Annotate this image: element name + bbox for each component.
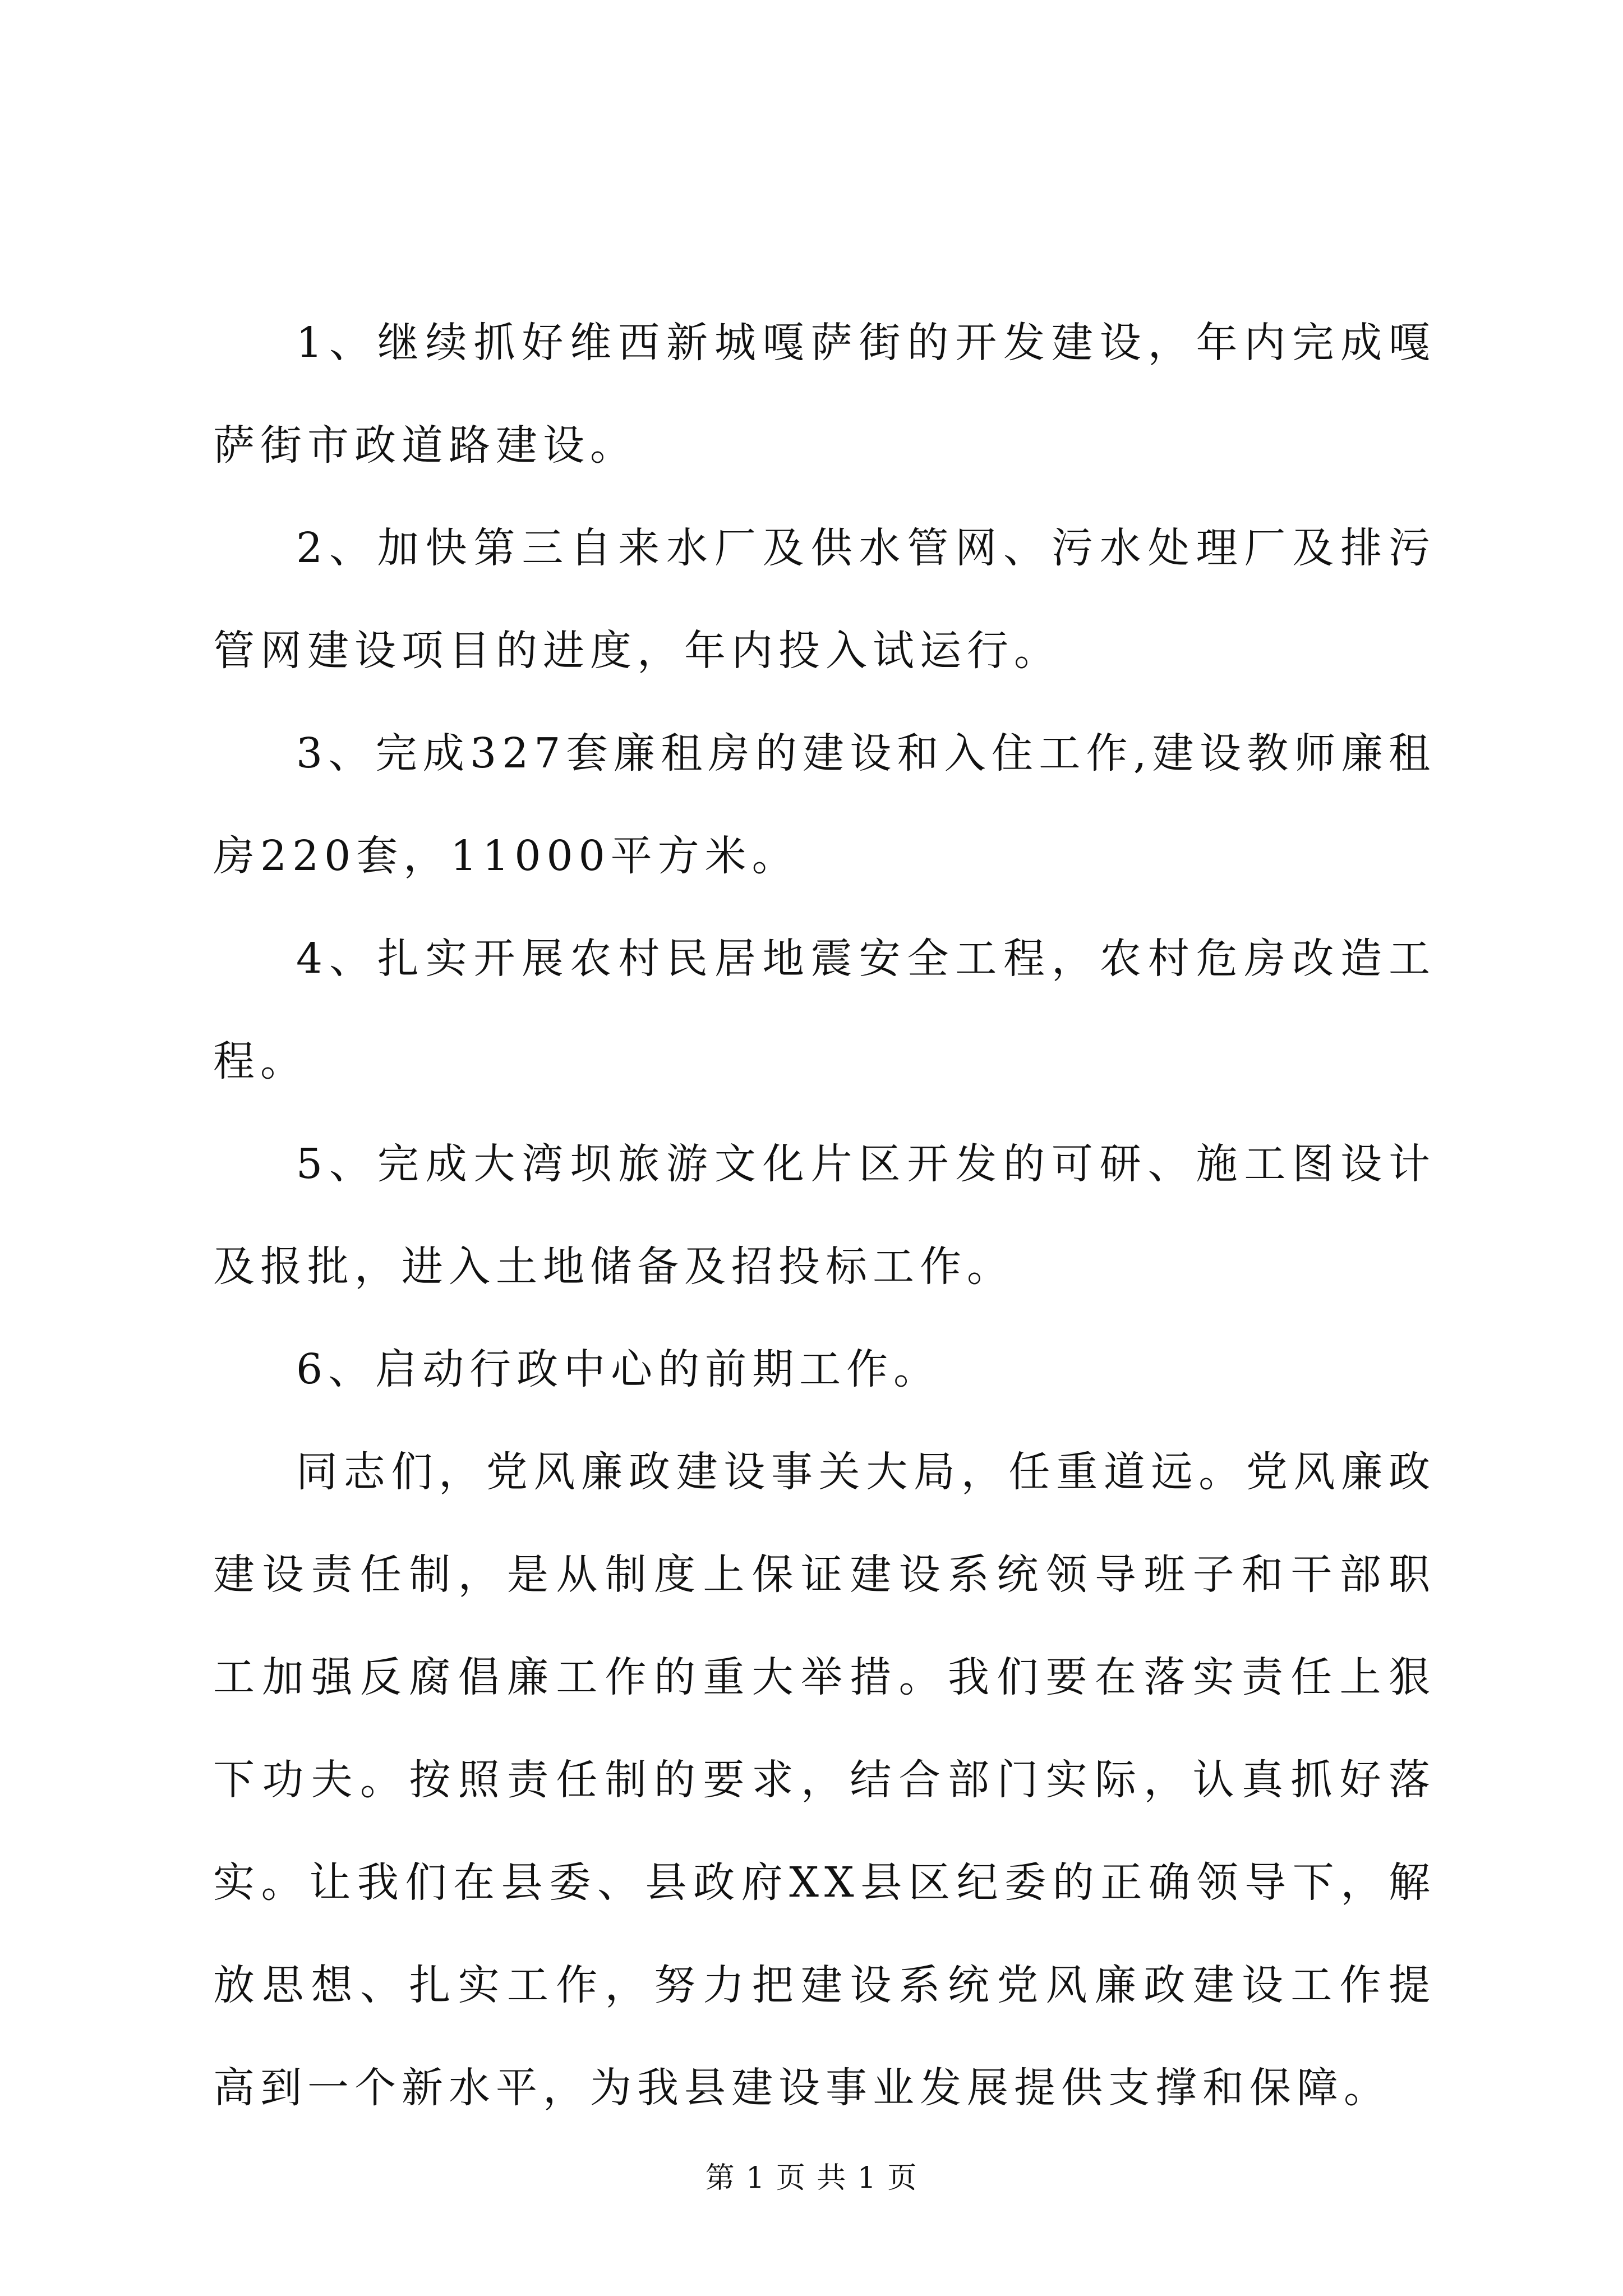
paragraph-item-4: 4、扎实开展农村民居地震安全工程，农村危房改造工程。 <box>213 935 1436 1085</box>
document-body <box>213 292 1436 2139</box>
paragraph-item-2: 2、加快第三自来水厂及供水管网、污水处理厂及排污管网建设项目的进度，年内投入试运行。 <box>213 524 1436 675</box>
paragraph-closing: 同志们，党风廉政建设事关大局，任重道远。党风廉政建设责任制，是从制度上保证建设系统领导班子和干部职工加强反腐倡廉工作的重大举措。我们要在落实责任上狠下功夫。按照责任制的要求，结合部门实际，认真抓好落实。让我们在县委、县政府XX县区纪委的正确领导下，解放思想、扎实工作，努力把建设系统党风廉政建设工作提高到一个新水平，为我县建设事业发展提供支撑和保障。 <box>213 1448 1436 2112</box>
paragraph-item-3: 3、完成327套廉租房的建设和入住工作,建设教师廉租房220套，11000平方米。 <box>213 729 1436 880</box>
page-number-footer: 第 1 页 共 1 页 <box>705 2161 918 2195</box>
paragraph-item-5: 5、完成大湾坝旅游文化片区开发的可研、施工图设计及报批，进入土地储备及招投标工作。 <box>213 1140 1436 1291</box>
paragraph-item-6: 6、启动行政中心的前期工作。 <box>296 1345 941 1393</box>
paragraph-item-1: 1、继续抓好维西新城嘎萨街的开发建设，年内完成嘎萨街市政道路建设。 <box>213 319 1436 470</box>
